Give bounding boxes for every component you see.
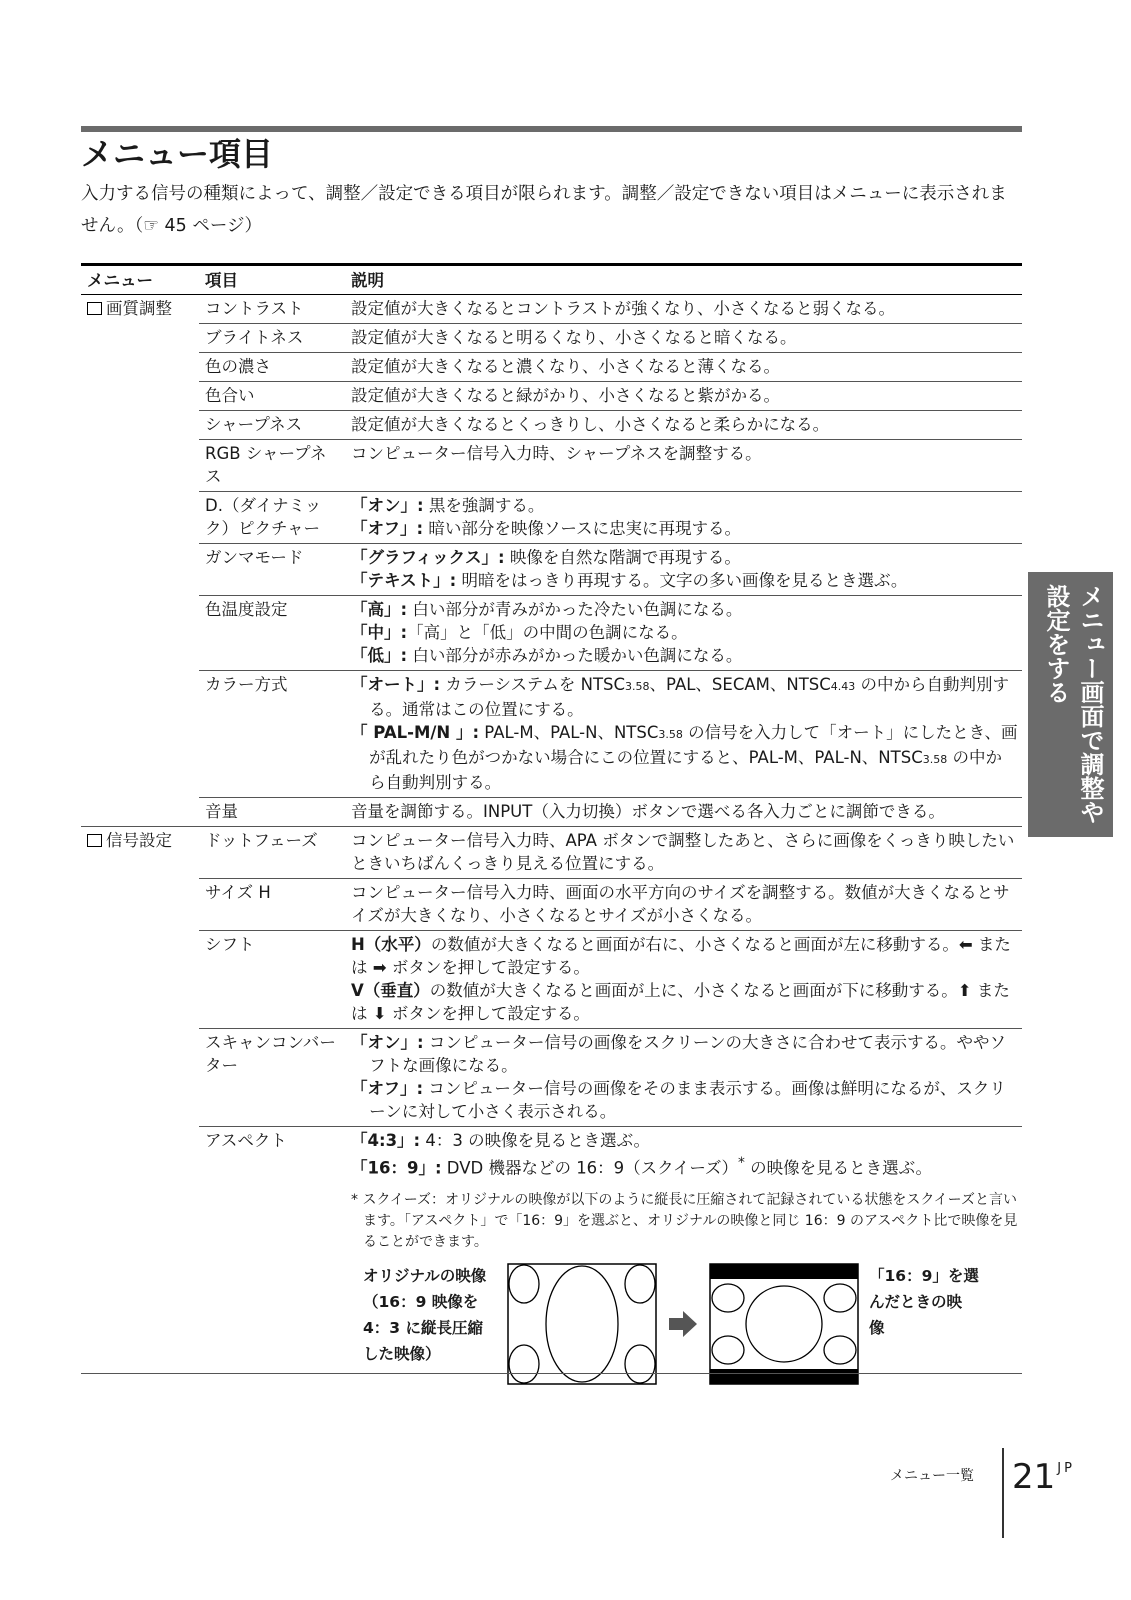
desc-hue: 設定値が大きくなると緑がかり、小さくなると紫がかる。 <box>345 382 1022 411</box>
squeeze-footnote: * スクイーズ：オリジナルの映像が以下のように縦長に圧縮されて記録されている状態をスクイーズと言います。「アスペクト」で「16：9」を選ぶと、オリジナルの映像と同じ 16：9 のアスペクト比で映像を見ることができます。 <box>351 1191 1018 1250</box>
menu-group-picture: 画質調整 <box>81 295 199 827</box>
intro-text: 入力する信号の種類によって、調整／設定できる項目が限られます。調整／設定できない項目はメニューに表示されません。（☞ 45 ページ） <box>81 184 1007 236</box>
widescreen-image-caption: 「16：9」を選 んだときの映 像 <box>869 1266 979 1337</box>
desc-rgb-sharpness: コンピューター信号入力時、シャープネスを調整する。 <box>345 440 1022 492</box>
table-row <box>81 931 1022 1029</box>
table-row <box>81 295 1022 324</box>
item-colorsystem: カラー方式 <box>199 671 345 798</box>
conversion-arrow-icon <box>667 1309 699 1339</box>
widescreen-image-illustration <box>709 1263 859 1385</box>
table-row <box>81 324 1022 353</box>
item-rgb-sharpness: RGB シャープネス <box>199 440 345 492</box>
aspect-figure <box>351 1263 1018 1395</box>
item-brightness: ブライトネス <box>199 324 345 353</box>
right-arrow-icon: ➡ <box>372 958 387 977</box>
section-side-tab: メニュー画面で調整や設定をする <box>1028 572 1113 837</box>
desc-color: 設定値が大きくなると濃くなり、小さくなると薄くなる。 <box>345 353 1022 382</box>
original-image-caption: オリジナルの映像 （16：9 映像を 4：3 に縦長圧縮 した映像） <box>363 1266 487 1363</box>
table-row <box>81 411 1022 440</box>
table-header <box>81 265 1022 295</box>
desc-gamma: 「グラフィックス」: 映像を自然な階調で再現する。 「テキスト」: 明暗をはっきり再現する。文字の多い画像を見るとき選ぶ。 <box>345 544 1022 596</box>
header-description: 説明 <box>345 265 1022 295</box>
signal-setup-icon <box>87 834 102 847</box>
down-arrow-icon: ⬇ <box>372 1004 387 1023</box>
item-volume: 音量 <box>199 798 345 827</box>
desc-colorsystem: 「オート」: カラーシステムを NTSC3.58、PAL、SECAM、NTSC4.43 の中から自動判別する。通常はこの位置にする。 「 PAL-M/N 」: PAL-M、PAL-N、NTSC3.58 の信号を入力して「オート」にしたとき、画が乱れたり色がつかない場合にこの位置にすると、PAL-M、PAL-N、NTSC3.58 の中から自動判別する。 <box>345 671 1022 798</box>
table-row <box>81 1029 1022 1127</box>
left-arrow-icon: ⬅ <box>958 935 973 954</box>
desc-dotphase: コンピューター信号入力時、APA ボタンで調整したあと、さらに画像をくっきり映したいときいちばんくっきり見える位置にする。 <box>345 827 1022 879</box>
table-row <box>81 353 1022 382</box>
item-gamma: ガンマモード <box>199 544 345 596</box>
table-row <box>81 1127 1022 1398</box>
table-row <box>81 596 1022 671</box>
table-row <box>81 440 1022 492</box>
desc-contrast: 設定値が大きくなるとコントラストが強くなり、小さくなると弱くなる。 <box>345 295 1022 324</box>
item-colortemp: 色温度設定 <box>199 596 345 671</box>
footer-section-name: メニュー一覧 <box>890 1468 974 1484</box>
page-number: 21 $^{JP}$ <box>1012 1457 1075 1497</box>
table-bottom-rule <box>81 1373 1022 1374</box>
desc-aspect: 「4:3」: 4：3 の映像を見るとき選ぶ。 「16：9」: DVD 機器などの 16：9（スクイーズ）* の映像を見るとき選ぶ。 * スクイーズ：オリジナルの映像が以下のように縦長に圧縮されて記録されている状態をスクイーズと言います。「アスペクト」で「16：9」を選ぶと、オリジナルの映像と同じ 16：9 のアスペクト比で映像を見ることができます。 オリジナルの映像 （16：9 映像を 4：3 に縦長圧縮 した映像） 「16：9」を選 んだときの映 像 <box>345 1127 1022 1398</box>
item-contrast: コントラスト <box>199 295 345 324</box>
desc-scanconv: 「オン」: コンピューター信号の画像をスクリーンの大きさに合わせて表示する。ややソフトな画像になる。 「オフ」: コンピューター信号の画像をそのまま表示する。画像は鮮明になるが、スクリーンに対して小さく表示される。 <box>345 1029 1022 1127</box>
desc-volume: 音量を調節する。INPUT（入力切換）ボタンで選べる各入力ごとに調節できる。 <box>345 798 1022 827</box>
header-menu: メニュー <box>81 265 199 295</box>
page-title: メニュー項目 <box>81 135 274 173</box>
table-row <box>81 492 1022 544</box>
table-row <box>81 544 1022 596</box>
desc-sharpness: 設定値が大きくなるとくっきりし、小さくなると柔らかになる。 <box>345 411 1022 440</box>
table-row <box>81 879 1022 931</box>
item-color: 色の濃さ <box>199 353 345 382</box>
item-scanconv: スキャンコンバーター <box>199 1029 345 1127</box>
table-row <box>81 671 1022 798</box>
desc-shift: H（水平）の数値が大きくなると画面が右に、小さくなると画面が左に移動する。⬅ または ➡ ボタンを押して設定する。 V（垂直）の数値が大きくなると画面が上に、小さくなると画面が下に移動する。⬆ または ⬇ ボタンを押して設定する。 <box>345 931 1022 1029</box>
desc-dpicture: 「オン」: 黒を強調する。 「オフ」: 暗い部分を映像ソースに忠実に再現する。 <box>345 492 1022 544</box>
squeezed-image-illustration <box>507 1263 657 1385</box>
desc-brightness: 設定値が大きくなると明るくなり、小さくなると暗くなる。 <box>345 324 1022 353</box>
table-row <box>81 827 1022 879</box>
header-item: 項目 <box>199 265 345 295</box>
item-aspect: アスペクト <box>205 1131 287 1150</box>
picture-adjust-icon <box>87 302 102 315</box>
footer-divider <box>1002 1448 1004 1538</box>
item-hue: 色合い <box>199 382 345 411</box>
item-sizeh: サイズ H <box>199 879 345 931</box>
item-sharpness: シャープネス <box>199 411 345 440</box>
desc-colortemp: 「高」: 白い部分が青みがかった冷たい色調になる。 「中」:「高」と「低」の中間の色調になる。 「低」: 白い部分が赤みがかった暖かい色調になる。 <box>345 596 1022 671</box>
table-row <box>81 798 1022 827</box>
menu-table <box>81 263 1022 1398</box>
item-shift: シフト <box>199 931 345 1029</box>
item-dpicture: D.（ダイナミック）ピクチャー <box>199 492 345 544</box>
menu-group-signal: 信号設定 <box>81 827 199 1398</box>
item-dotphase: ドットフェーズ <box>199 827 345 879</box>
desc-sizeh: コンピューター信号入力時、画面の水平方向のサイズを調整する。数値が大きくなるとサイズが大きくなり、小さくなるとサイズが小さくなる。 <box>345 879 1022 931</box>
table-row <box>81 382 1022 411</box>
up-arrow-icon: ⬆ <box>957 981 972 1000</box>
